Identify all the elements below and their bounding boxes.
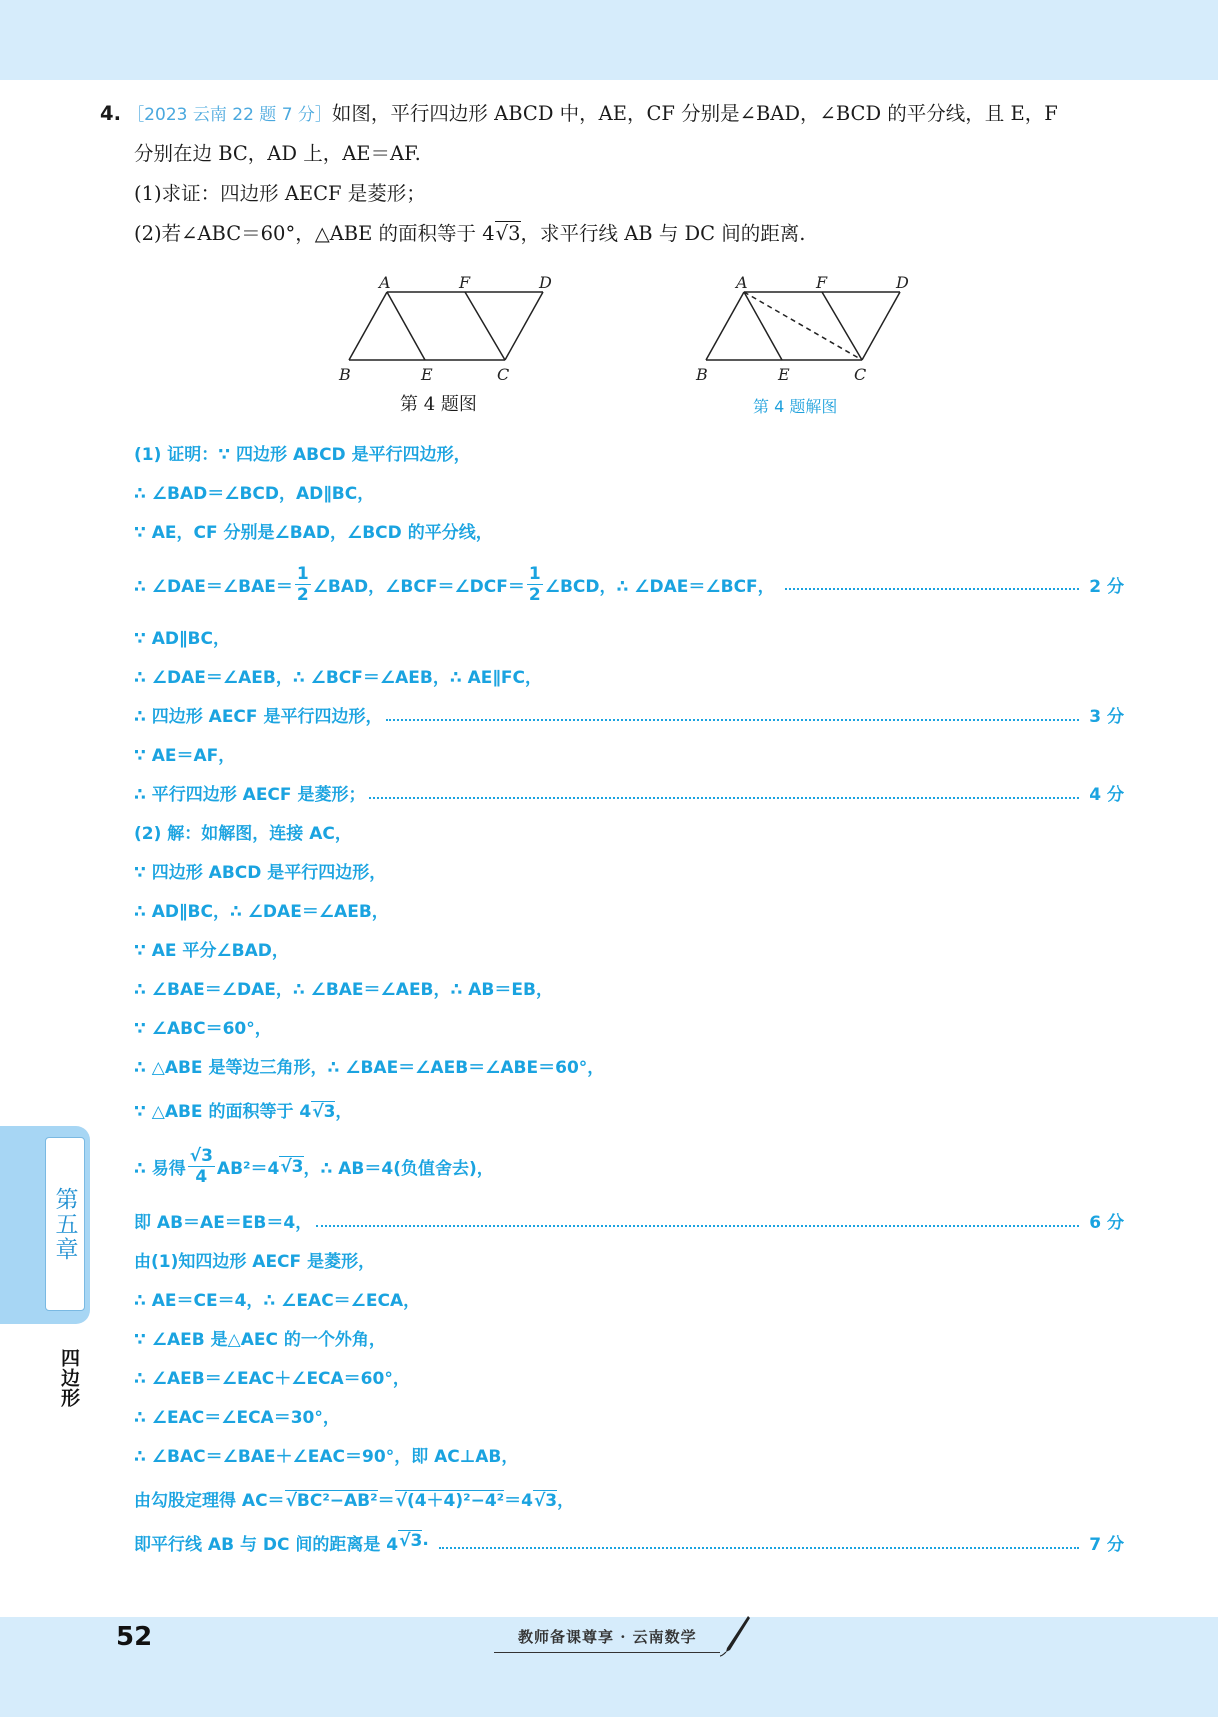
fraction-numerator: 1 [528,563,541,584]
solution-line [134,1208,1124,1233]
solution-line: ∴ ∠BAD＝∠BCD，AD∥BC， [134,484,375,504]
score: 6 分 [1089,1213,1124,1233]
solution-text: ∠BAD，∠BCF＝∠DCF＝ [312,576,525,597]
fig1-label-b: B [339,365,351,384]
fig1-label-f: F [459,273,471,292]
solution-text: ∴ ∠DAE＝∠BAE＝ [134,576,293,597]
solution-text: 即 AB＝AE＝EB＝4， [134,1213,313,1233]
sqrt: √3 [398,1530,422,1555]
fig2-label-a: A [736,273,748,292]
solution-line: ∵ 四边形 ABCD 是平行四边形， [134,863,387,883]
dot-leader [369,780,1079,799]
solution-text: ∴ 平行四边形 AECF 是菱形； [134,785,366,805]
sqrt: √3 [280,1156,304,1177]
score: 4 分 [1089,785,1124,805]
figure-2-caption: 第 4 题解图 [753,397,838,416]
solution-text: ∵ △ABE 的面积等于 4 [134,1102,312,1122]
solution-line: ∵ AE＝AF， [134,746,236,766]
sqrt-radicand: 3 [410,1531,423,1551]
figure-1-caption: 第 4 题图 [400,394,477,415]
solution-line: ∴ ∠DAE＝∠AEB，∴ ∠BCF＝∠AEB，∴ AE∥FC， [134,668,542,688]
fraction [295,564,311,605]
fig1-label-a: A [379,273,391,292]
solution-text: ∴ 四边形 AECF 是平行四边形， [134,707,383,727]
fraction [188,1146,215,1187]
sqrt: √(4＋4)²−4² [395,1491,505,1511]
sqrt: √3 [533,1491,558,1511]
solution-line: ∵ AD∥BC， [134,629,230,649]
solution-line: ∵ AE，CF 分别是∠BAD，∠BCD 的平分线， [134,523,493,543]
solution-text: ＝4 [504,1491,533,1511]
solution-text: ＝ [377,1491,395,1511]
solution-line: (2) 解：如解图，连接 AC， [134,824,352,844]
footer-text: 教师备课尊享 · 云南数学 [518,1628,697,1646]
fraction-numerator: 1 [296,563,309,584]
solution-line: ∴ ∠BAC＝∠BAE＋∠EAC＝90°，即 AC⊥AB， [134,1447,519,1467]
problem-part2a: (2)若∠ABC＝60°，△ABE 的面积等于 4 [134,222,495,245]
problem-line2: 分别在边 BC，AD 上，AE＝AF. [134,142,421,165]
fraction-denominator: 4 [195,1166,208,1187]
solution-line [134,1530,1124,1555]
fig2-label-e: E [778,365,790,384]
dot-leader [439,1530,1079,1549]
solution-text: ∠BCD，∴ ∠DAE＝∠BCF， [544,576,775,597]
section-label: 四边形 [58,1348,80,1408]
sqrt-radicand: 3 [508,222,521,245]
solution-line: ∴ ∠EAC＝∠ECA＝30°， [134,1408,340,1428]
fig1-label-d: D [539,273,552,292]
fig2-label-b: B [696,365,708,384]
solution-text: . [422,1530,429,1550]
sqrt-radicand: (4＋4)²−4² [406,1491,505,1511]
problem-number: 4. [100,102,121,125]
solution-text: 由勾股定理得 AC＝ [134,1491,285,1511]
solution-line: ∵ ∠AEB 是△AEC 的一个外角， [134,1330,386,1350]
dot-leader [785,588,1080,590]
problem-part1: (1)求证：四边形 AECF 是菱形； [134,182,426,205]
solution-text: 即平行线 AB 与 DC 间的距离是 4 [134,1535,399,1555]
dot-leader [316,1208,1079,1227]
solution-line: ∴ AE＝CE＝4，∴ ∠EAC＝∠ECA， [134,1291,421,1311]
fig2-label-d: D [896,273,909,292]
sqrt-radicand: BC²−AB² [296,1491,378,1511]
sqrt: √BC²−AB² [285,1491,378,1511]
solution-text: AB²＝4 [216,1158,280,1179]
solution-line [134,780,1124,805]
score: 7 分 [1089,1535,1124,1555]
solution-line: ∴ ∠BAE＝∠DAE，∴ ∠BAE＝∠AEB，∴ AB＝EB， [134,980,553,1000]
sqrt-radicand: 3 [545,1491,558,1511]
solution-line: ∴ AD∥BC，∴ ∠DAE＝∠AEB， [134,902,389,922]
fig2-label-f: F [816,273,828,292]
problem-source: ［2023 云南 22 题 7 分］ [127,105,332,125]
problem-part2b: ，求平行线 AB 与 DC 间的距离. [520,222,806,245]
fig1-label-e: E [421,365,433,384]
solution-line: 由(1)知四边形 AECF 是菱形， [134,1252,376,1272]
fig1-label-c: C [497,365,510,384]
solution-line [134,560,1124,608]
pen-icon [720,1614,752,1658]
figure-2 [692,270,922,385]
solution-line: (1) 证明：∵ 四边形 ABCD 是平行四边形， [134,445,471,465]
fraction [527,564,543,605]
fraction-numerator: √3 [189,1145,213,1166]
solution-text: ∴ 易得 [134,1158,186,1179]
top-band [0,0,1218,80]
dot-leader [386,702,1079,721]
solution-text: ，∴ AB＝4(负值舍去)， [303,1158,494,1179]
solution-line [134,702,1124,727]
solution-line: ∵ ∠ABC＝60°， [134,1019,272,1039]
solution-line [134,1140,1124,1192]
sqrt-radicand: 3 [291,1156,304,1177]
sqrt-radicand: 3 [323,1102,336,1122]
page-number: 52 [116,1622,153,1652]
chapter-label: 第五章 [51,1186,78,1262]
problem-line1: 如图，平行四边形 ABCD 中，AE，CF 分别是∠BAD，∠BCD 的平分线，且 E，F [331,102,1058,125]
solution-line: 由勾股定理得 AC＝√BC²−AB²＝√(4＋4)²−4²＝4√3， [134,1491,575,1511]
solution-line [134,1097,1124,1122]
figure-1 [335,270,565,385]
fraction-denominator: 2 [296,584,309,605]
fig2-label-c: C [854,365,867,384]
footer-underline [494,1652,720,1653]
solution-line: ∵ AE 平分∠BAD， [134,941,289,961]
chapter-tab-inner [45,1137,85,1311]
score: 2 分 [1089,576,1124,597]
solution-line: ∴ ∠AEB＝∠EAC＋∠ECA＝60°， [134,1369,410,1389]
sqrt: √3 [312,1102,336,1122]
score: 3 分 [1089,707,1124,727]
fraction-denominator: 2 [528,584,541,605]
solution-line: ∴ △ABE 是等边三角形，∴ ∠BAE＝∠AEB＝∠ABE＝60°， [134,1058,605,1078]
solution-text: ， [335,1102,353,1122]
